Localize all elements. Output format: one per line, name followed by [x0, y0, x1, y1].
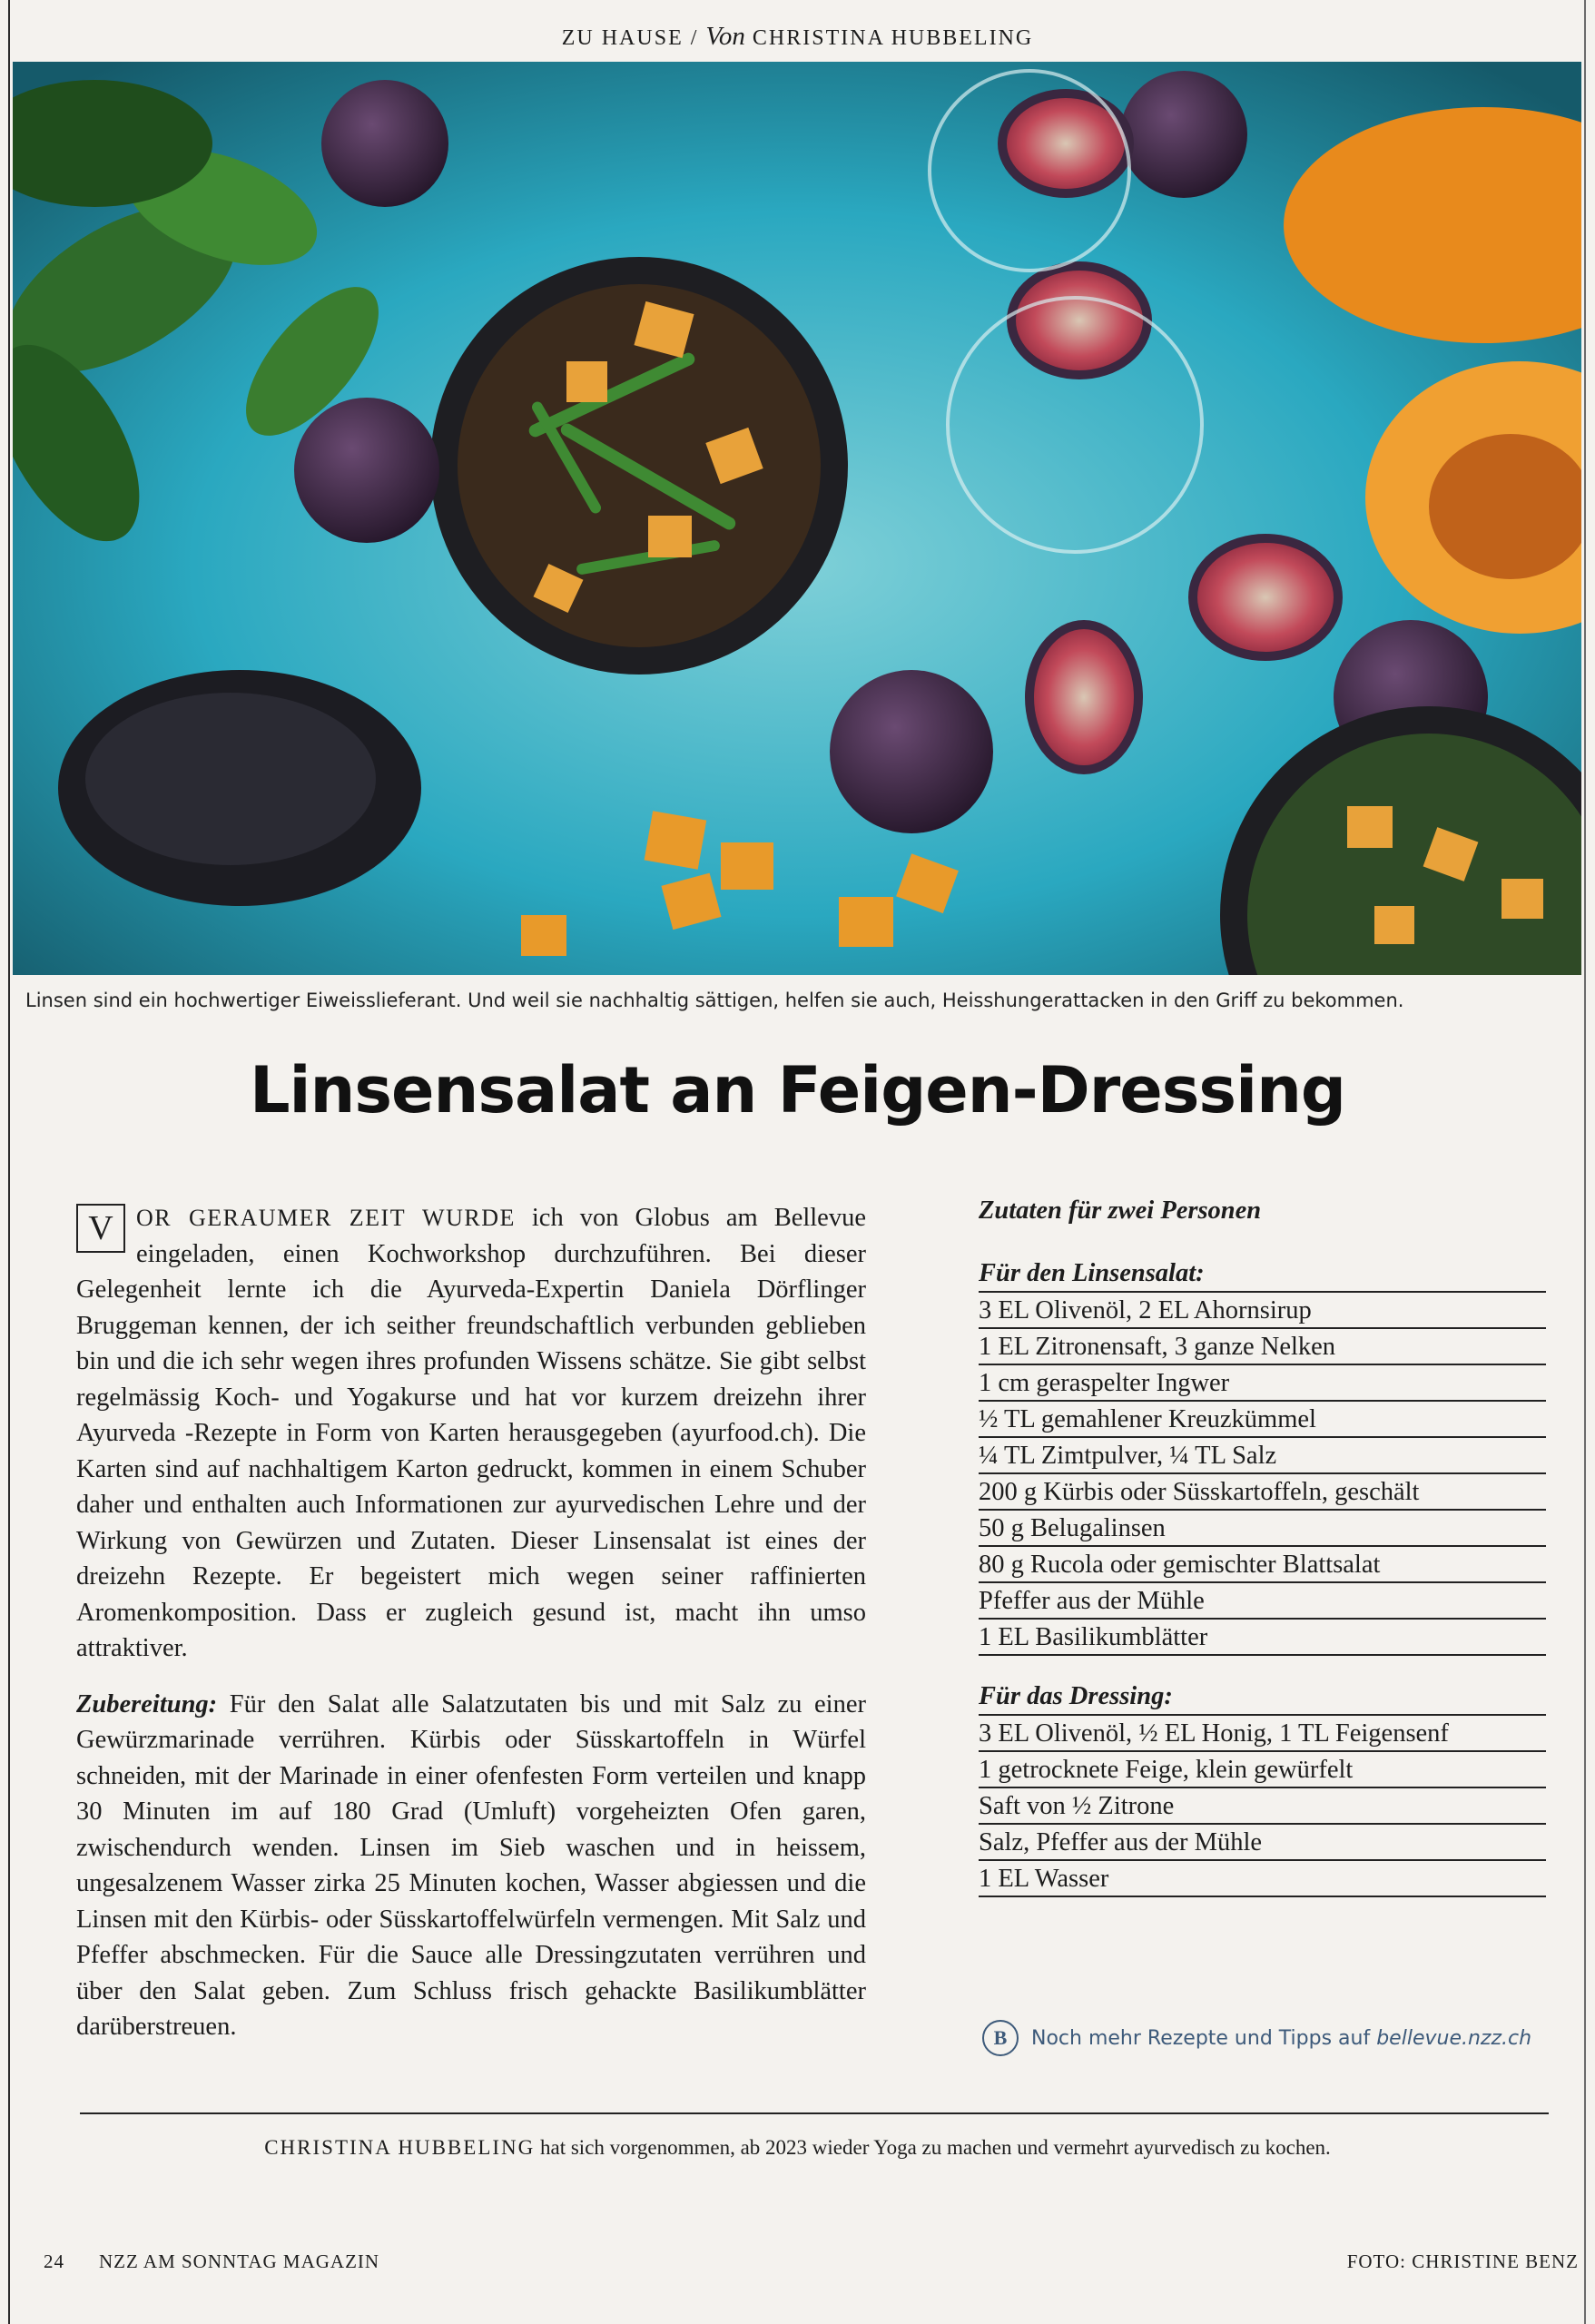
- byline-author: CHRISTINA HUBBELING: [752, 26, 1034, 50]
- ingredient-item: Saft von ½ Zitrone: [979, 1788, 1546, 1825]
- ingredient-item: 1 getrocknete Feige, klein gewürfelt: [979, 1752, 1546, 1788]
- salad-heading: Für den Linsensalat:: [979, 1256, 1546, 1293]
- ingredient-item: 3 EL Olivenöl, ½ EL Honig, 1 TL Feigensenf: [979, 1716, 1546, 1752]
- preparation-paragraph: [76, 1687, 866, 2045]
- ingredient-item: ½ TL gemahlener Kreuzkümmel: [979, 1402, 1546, 1438]
- promo-text: Noch mehr Rezepte und Tipps auf: [1031, 2026, 1371, 2050]
- bellevue-b-icon: B: [982, 2020, 1019, 2056]
- author-note-name: CHRISTINA HUBBELING: [264, 2136, 536, 2159]
- page-border-left: [8, 0, 10, 2324]
- author-note-text: hat sich vorgenommen, ab 2023 wieder Yoga zu machen und vermehrt ayurvedisch zu kochen.: [535, 2136, 1331, 2159]
- kicker-separator: /: [690, 26, 699, 50]
- salad-ingredient-list: [979, 1293, 1546, 1656]
- ingredient-item: 1 EL Zitronensaft, 3 ganze Nelken: [979, 1329, 1546, 1365]
- photo-credit: FOTO: CHRISTINE BENZ: [1346, 2250, 1579, 2272]
- ingredient-item: 80 g Rucola oder gemischter Blattsalat: [979, 1547, 1546, 1583]
- ingredient-item: Pfeffer aus der Mühle: [979, 1583, 1546, 1620]
- lead-in: OR GERAUMER ZEIT WURDE: [136, 1205, 516, 1231]
- lentil-pile: [58, 670, 421, 906]
- food-photo-illustration: [13, 62, 1581, 975]
- intro-paragraph: [76, 1200, 866, 1667]
- drop-cap: V: [76, 1204, 125, 1253]
- byline-prefix: Von: [705, 22, 745, 51]
- ingredient-item: 1 EL Wasser: [979, 1861, 1546, 1897]
- preparation-label: Zubereitung:: [76, 1689, 218, 1718]
- ingredients-gap: [979, 1656, 1546, 1679]
- ingredient-item: 1 cm geraspelter Ingwer: [979, 1365, 1546, 1402]
- section-label: ZU HAUSE: [561, 26, 684, 50]
- photo-caption: Linsen sind ein hochwertiger Eiweisslieferant. Und weil sie nachhaltig sättigen, helfen sie auch, Heisshungerattacken in den Griff zu bekommen.: [25, 990, 1404, 1011]
- ingredient-item: 50 g Belugalinsen: [979, 1511, 1546, 1547]
- footer-left: [44, 2250, 379, 2273]
- page-border-right: [1584, 0, 1586, 2324]
- promo-link-box: [982, 2020, 1563, 2056]
- food-photo: [13, 62, 1581, 975]
- ingredient-item: ¼ TL Zimtpulver, ¼ TL Salz: [979, 1438, 1546, 1474]
- dressing-ingredient-list: [979, 1716, 1546, 1897]
- ingredients-box: [979, 1196, 1546, 1897]
- bottom-rule: [80, 2112, 1549, 2114]
- article-body: [76, 1200, 866, 2065]
- ingredient-item: 200 g Kürbis oder Süsskartoffeln, geschält: [979, 1474, 1546, 1511]
- author-note: [0, 2136, 1595, 2160]
- preparation-text: Für den Salat alle Salatzutaten bis und mit Salz zu einer Gewürzmarinade verrühren. Kürbis oder Süsskartoffeln in Würfel schneiden, mit der Marinade in einer ofenfesten Form verteilen und knapp 30 Minuten im auf 180 Grad (Umluft) vorgeheizten Ofen garen, zwischendurch wenden. Linsen im Sieb waschen und in heissem, ungesalzenem Wasser zirka 25 Minuten kochen, Wasser abgiessen und die Linsen mit den Kürbis- oder Süsskartoffelwürfeln vermengen. Mit Salz und Pfeffer abschmecken. Für die Sauce alle Dressingzutaten verrühren und über den Salat geben. Zum Schluss frisch gehackte Basilikumblätter darüberstreuen.: [76, 1689, 866, 2041]
- dressing-heading: Für das Dressing:: [979, 1679, 1546, 1716]
- ingredients-title: Zutaten für zwei Personen: [979, 1196, 1262, 1225]
- ingredient-item: 3 EL Olivenöl, 2 EL Ahornsirup: [979, 1293, 1546, 1329]
- ingredient-item: 1 EL Basilikumblätter: [979, 1620, 1546, 1656]
- publication-name: NZZ AM SONNTAG MAGAZIN: [99, 2250, 380, 2272]
- salad-bowl-main: [430, 257, 848, 675]
- ingredient-item: Salz, Pfeffer aus der Mühle: [979, 1825, 1546, 1861]
- promo-link[interactable]: bellevue.nzz.ch: [1376, 2026, 1532, 2050]
- intro-text: ich von Globus am Bellevue eingeladen, einen Kochworkshop durchzuführen. Bei dieser Gelegenheit lernte ich die Ayurveda-Expertin Daniela Dörflinger Bruggeman kennen, der ich seither freundschaftlich verbunden geblieben bin und die ich sehr wegen ihres profunden Wissens schätze. Sie gibt selbst regelmässig Koch- und Yogakurse und hat vor kurzem dreizehn ihrer Ayurveda -Rezepte in Form von Karten herausgegeben (ayurfood.ch). Die Karten sind auf nachhaltigem Karton gedruckt, kommen in einem Schuber daher und enthalten auch Informationen zur ayurvedischen Lehre und der Wirkung von Gewürzen und Zutaten. Dieser Linsensalat ist eines der dreizehn Rezepte. Er begeistert mich wegen seiner raffinierten Aromenkomposition. Dass er zugleich gesund ist, macht ihn umso attraktiver.: [76, 1204, 866, 1662]
- article-title: Linsensalat an Feigen-Dressing: [249, 1053, 1346, 1128]
- page-number: 24: [44, 2250, 64, 2272]
- section-kicker: [0, 22, 1595, 52]
